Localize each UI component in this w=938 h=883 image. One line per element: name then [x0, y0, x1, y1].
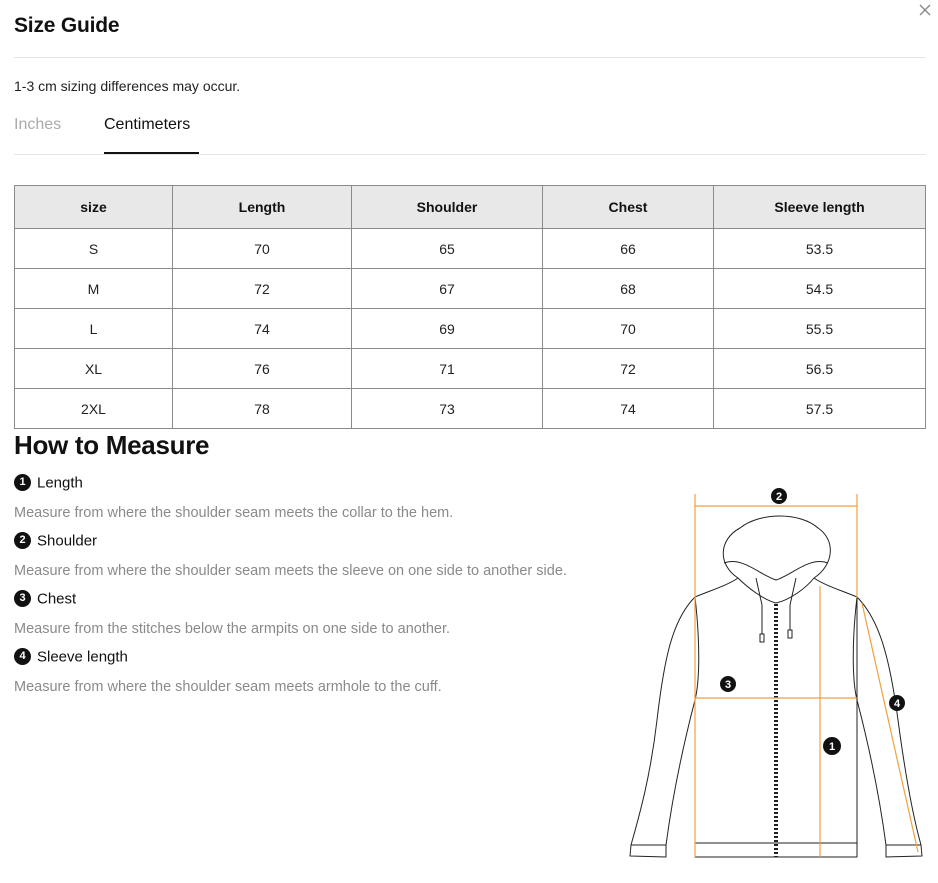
table-header-row — [15, 186, 926, 229]
cell-shoulder: 73 — [352, 389, 543, 429]
header-sleeve-length: Sleeve length — [714, 186, 926, 229]
measure-item-sleeve-length — [14, 648, 128, 666]
cell-length: 74 — [173, 309, 352, 349]
cell-chest: 70 — [543, 309, 714, 349]
cell-shoulder: 67 — [352, 269, 543, 309]
hoodie-diagram — [626, 486, 928, 866]
how-to-measure-heading: How to Measure — [14, 430, 210, 460]
cell-chest: 74 — [543, 389, 714, 429]
header-size: size — [15, 186, 173, 229]
close-icon[interactable] — [916, 1, 934, 19]
header-shoulder: Shoulder — [352, 186, 543, 229]
cell-sleeve-length: 56.5 — [714, 349, 926, 389]
cell-length: 70 — [173, 229, 352, 269]
unit-tabs — [14, 116, 926, 155]
tab-centimeters[interactable]: Centimeters — [104, 116, 199, 154]
sizing-note: 1-3 cm sizing differences may occur. — [14, 78, 241, 94]
table-row — [15, 269, 926, 309]
header-length: Length — [173, 186, 352, 229]
table-row — [15, 229, 926, 269]
cell-chest: 66 — [543, 229, 714, 269]
number-4-icon: 4 — [14, 648, 31, 665]
size-table — [14, 185, 926, 429]
measure-item-desc: Measure from where the shoulder seam meets armhole to the cuff. — [14, 679, 442, 695]
measure-item-length — [14, 474, 83, 492]
table-row — [15, 309, 926, 349]
number-2-icon: 2 — [14, 532, 31, 549]
cell-sleeve-length: 54.5 — [714, 269, 926, 309]
header-chest: Chest — [543, 186, 714, 229]
svg-text:1: 1 — [828, 741, 836, 753]
cell-size: L — [15, 309, 173, 349]
cell-sleeve-length: 53.5 — [714, 229, 926, 269]
measure-item-shoulder — [14, 532, 97, 550]
cell-size: 2XL — [15, 389, 173, 429]
header-divider — [14, 57, 926, 58]
measure-item-desc: Measure from where the shoulder seam meets the collar to the hem. — [14, 505, 454, 521]
cell-sleeve-length: 55.5 — [714, 309, 926, 349]
cell-length: 78 — [173, 389, 352, 429]
svg-text:4: 4 — [893, 698, 901, 710]
measure-item-title: Shoulder — [37, 532, 98, 550]
cell-chest: 72 — [543, 349, 714, 389]
number-3-icon: 3 — [14, 590, 31, 607]
measure-item-title: Sleeve length — [37, 648, 128, 666]
cell-length: 72 — [173, 269, 352, 309]
cell-shoulder: 65 — [352, 229, 543, 269]
cell-length: 76 — [173, 349, 352, 389]
modal-title: Size Guide — [14, 14, 120, 37]
measure-item-title: Length — [37, 474, 83, 492]
cell-shoulder: 71 — [352, 349, 543, 389]
number-1-icon: 1 — [14, 474, 31, 491]
svg-text:3: 3 — [724, 679, 732, 691]
measure-item-chest — [14, 590, 76, 608]
measure-item-desc: Measure from the stitches below the armpits on one side to another. — [14, 621, 451, 637]
measure-item-desc: Measure from where the shoulder seam meets the sleeve on one side to another side. — [14, 563, 567, 579]
tab-inches[interactable]: Inches — [14, 116, 62, 133]
table-row — [15, 349, 926, 389]
cell-shoulder: 69 — [352, 309, 543, 349]
measure-item-title: Chest — [37, 590, 77, 608]
cell-size: XL — [15, 349, 173, 389]
cell-sleeve-length: 57.5 — [714, 389, 926, 429]
cell-size: S — [15, 229, 173, 269]
cell-chest: 68 — [543, 269, 714, 309]
svg-text:2: 2 — [775, 491, 783, 503]
table-row — [15, 389, 926, 429]
cell-size: M — [15, 269, 173, 309]
